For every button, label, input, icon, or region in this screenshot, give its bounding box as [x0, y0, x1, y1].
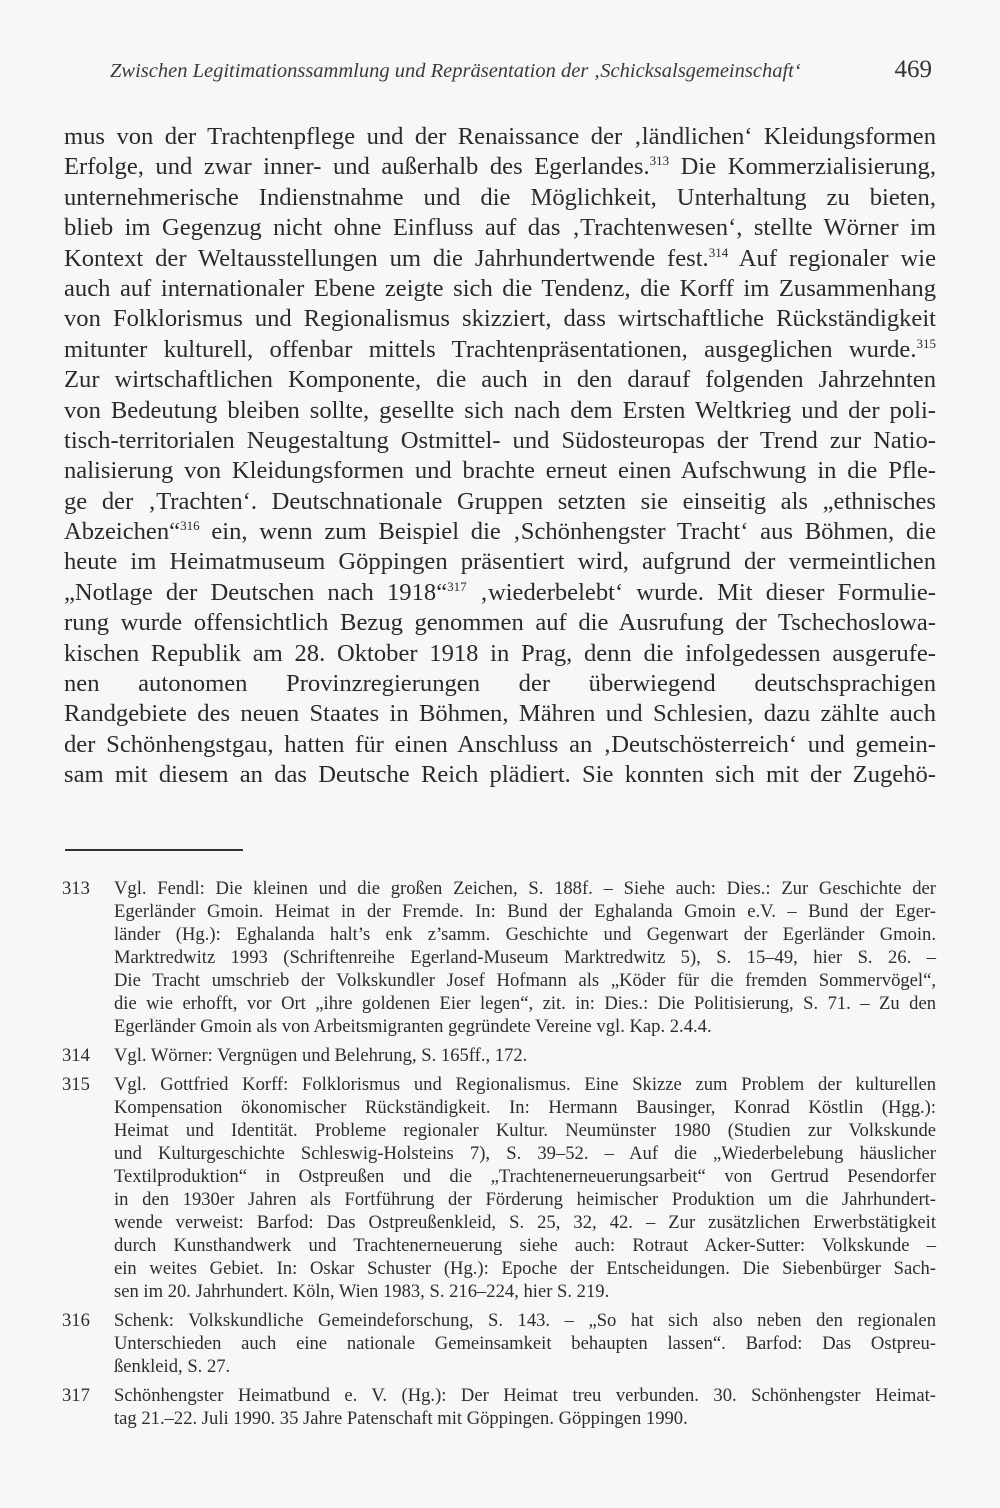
footnote-separator — [65, 849, 243, 851]
footnote-line: in den 1930er Jahren als Fortführung der Förderung heimischer Produktion um die Jahrhundert- — [114, 1189, 936, 1210]
footnote-line: Heimat und Identität. Probleme regionaler Kultur. Neumünster 1980 (Studien zur Volkskunde — [114, 1120, 936, 1141]
footnote-line: Die Tracht umschrieb der Volkskundler Josef Hofmann als „Köder für die fremden Sommervögel“, — [114, 970, 936, 991]
body-line: von Bedeutung bleiben sollte, gesellte sich nach dem Ersten Weltkrieg und der poli- — [64, 396, 936, 424]
footnote-line: Marktredwitz 1993 (Schriftenreihe Egerland-Museum Marktredwitz 5), S. 15–49, hier S. 26. – — [114, 947, 936, 968]
footnote-line: ßenkleid, S. 27. — [114, 1356, 231, 1377]
footnote-line: durch Kunsthandwerk und Trachtenerneuerung siehe auch: Rotraut Acker-Sutter: Volkskunde – — [114, 1235, 936, 1256]
footnote-line: und Kulturgeschichte Schleswig-Holsteins 7), S. 39–52. – Auf die „Wiederbelebung häuslicher — [114, 1143, 936, 1164]
body-line-text: Abzeichen“ — [64, 518, 181, 546]
footnote-number: 316 — [62, 1310, 90, 1331]
body-line: kischen Republik am 28. Oktober 1918 in Prag, denn die infolgedessen ausgerufe- — [64, 639, 936, 667]
footnote-line: Unterschieden auch eine nationale Gemeinsamkeit behaupten lassen“. Barfod: Das Ostpreu- — [114, 1333, 936, 1354]
body-line: unternehmerische Indienstnahme und die Möglichkeit, Unterhaltung zu bieten, — [64, 183, 936, 211]
footnote-line: tag 21.–22. Juli 1990. 35 Jahre Patenschaft mit Göppingen. Göppingen 1990. — [114, 1408, 688, 1429]
footnote-line: ein weites Gebiet. In: Oskar Schuster (Hg.): Epoche der Entscheidungen. Die Siebenbürger Sach- — [114, 1258, 936, 1279]
body-line-text: Auf regionaler wie — [728, 244, 937, 272]
body-line — [64, 244, 936, 274]
body-text — [64, 122, 936, 791]
footnote-line: Schenk: Volkskundliche Gemeindeforschung, S. 143. – „So hat sich also neben den regionalen — [114, 1310, 936, 1331]
body-line: auch auf internationaler Ebene zeigte sich die Tendenz, die Korff im Zusammenhang — [64, 274, 936, 302]
footnote-line: Textilproduktion“ in Ostpreußen und die „Trachtenerneuerungsarbeit“ von Gertrud Pesendorfer — [114, 1166, 936, 1187]
footnote-ref[interactable]: 315 — [916, 335, 936, 351]
body-line-text: Kontext der Weltausstellungen um die Jahrhundertwende fest. — [64, 244, 709, 272]
footnote-line: Egerländer Gmoin. Heimat in der Fremde. In: Bund der Eghalanda Gmoin e.V. – Bund der Eger- — [114, 901, 936, 922]
body-line-text: Erfolge, und zwar inner- und außerhalb des Egerlandes. — [64, 153, 650, 181]
footnote-line: Vgl. Gottfried Korff: Folklorismus und Regionalismus. Eine Skizze zum Problem der kulturellen — [114, 1074, 936, 1095]
footnote-line: Vgl. Wörner: Vergnügen und Belehrung, S. 165ff., 172. — [114, 1045, 528, 1066]
footnote-number: 317 — [62, 1385, 90, 1406]
footnote-line: Schönhengster Heimatbund e. V. (Hg.): Der Heimat treu verbunden. 30. Schönhengster Heimat- — [114, 1385, 936, 1406]
footnote-line: sen im 20. Jahrhundert. Köln, Wien 1983, S. 216–224, hier S. 219. — [114, 1281, 610, 1302]
body-line: nen autonomen Provinzregierungen der überwiegend deutschsprachigen — [64, 670, 936, 698]
body-line-text: „Notlage der Deutschen nach 1918“ — [64, 578, 448, 606]
footnote-ref[interactable]: 317 — [447, 578, 467, 594]
footnote-313 — [62, 877, 936, 1038]
body-line-text: ein, wenn zum Beispiel die ‚Schönhengster Tracht‘ aus Böhmen, die — [199, 518, 936, 546]
body-line: nalisierung von Kleidungsformen und brachte erneut einen Aufschwung in die Pfle- — [64, 457, 936, 485]
footnote-ref[interactable]: 314 — [708, 244, 729, 260]
body-line: blieb im Gegenzug nicht ohne Einfluss auf das ‚Trachtenwesen‘, stellte Wörner im — [64, 214, 936, 242]
footnote-317 — [62, 1384, 936, 1430]
running-title: Zwischen Legitimationssammlung und Repräsentation der ‚Schicksalsgemeinschaft‘ — [110, 60, 801, 82]
body-line: mus von der Trachtenpflege und der Renaissance der ‚ländlichen‘ Kleidungsformen — [64, 123, 936, 150]
footnote-line: Vgl. Fendl: Die kleinen und die großen Zeichen, S. 188f. – Siehe auch: Dies.: Zur Geschichte der — [114, 878, 936, 899]
page-number: 469 — [894, 56, 932, 83]
body-line: tisch-territorialen Neugestaltung Ostmittel- und Südosteuropas der Trend zur Natio- — [64, 426, 936, 454]
body-line-text: Die Kommerzialisierung, — [669, 153, 936, 181]
body-line: heute im Heimatmuseum Göppingen präsentiert wird, aufgrund der vermeintlichen — [64, 548, 936, 576]
footnote-number: 314 — [62, 1045, 90, 1066]
footnote-number: 315 — [62, 1074, 90, 1095]
body-line — [64, 517, 936, 547]
running-header — [110, 56, 932, 96]
footnote-line: die wie erhofft, vor Ort „ihre goldenen Eier legen“, zit. in: Dies.: Die Politisierung, S. 71. – Zu den — [114, 993, 936, 1014]
footnote-315 — [62, 1073, 936, 1303]
footnote-ref[interactable]: 313 — [649, 153, 670, 169]
footnote-316 — [62, 1309, 936, 1378]
footnote-ref[interactable]: 316 — [180, 518, 200, 534]
body-line — [64, 578, 936, 608]
body-line — [64, 152, 936, 182]
footnote-line: länder (Hg.): Eghalanda halt’s enk z’samm. Geschichte und Gegenwart der Egerländer Gmoin. — [114, 924, 936, 945]
body-line-text: mitunter kulturell, offenbar mittels Trachtenpräsentationen, ausgeglichen wurde. — [64, 335, 917, 363]
footnote-314 — [62, 1044, 936, 1067]
body-line: sam mit diesem an das Deutsche Reich plädiert. Sie konnten sich mit der Zugehö- — [64, 761, 936, 789]
footnote-line: Egerländer Gmoin als von Arbeitsmigranten gegründete Vereine vgl. Kap. 2.4.4. — [114, 1016, 712, 1037]
footnote-line: wende verweist: Barfod: Das Ostpreußenkleid, S. 25, 32, 42. – Zur zusätzlichen Erwerbstätigkeit — [114, 1212, 936, 1233]
body-line — [64, 335, 936, 365]
footnote-number: 313 — [62, 878, 90, 899]
body-line: rung wurde offensichtlich Bezug genommen auf die Ausrufung der Tschechoslowa- — [64, 609, 936, 637]
body-line: ge der ‚Trachten‘. Deutschnationale Gruppen setzten sie einseitig als „ethnisches — [64, 487, 936, 515]
body-line: Randgebiete des neuen Staates in Böhmen, Mähren und Schlesien, dazu zählte auch — [64, 700, 936, 728]
footnote-line: Kompensation ökonomischer Rückständigkeit. In: Hermann Bausinger, Konrad Köstlin (Hgg.): — [114, 1097, 936, 1118]
body-line: von Folklorismus und Regionalismus skizziert, dass wirtschaftliche Rückständigkeit — [64, 305, 936, 333]
body-line: der Schönhengstgau, hatten für einen Anschluss an ‚Deutschösterreich‘ und gemein- — [64, 730, 936, 758]
footnotes-section — [62, 877, 936, 1436]
body-line: Zur wirtschaftlichen Komponente, die auch in den darauf folgenden Jahrzehnten — [64, 366, 936, 394]
body-line-text: ‚wiederbelebt‘ wurde. Mit dieser Formulie- — [466, 578, 936, 606]
